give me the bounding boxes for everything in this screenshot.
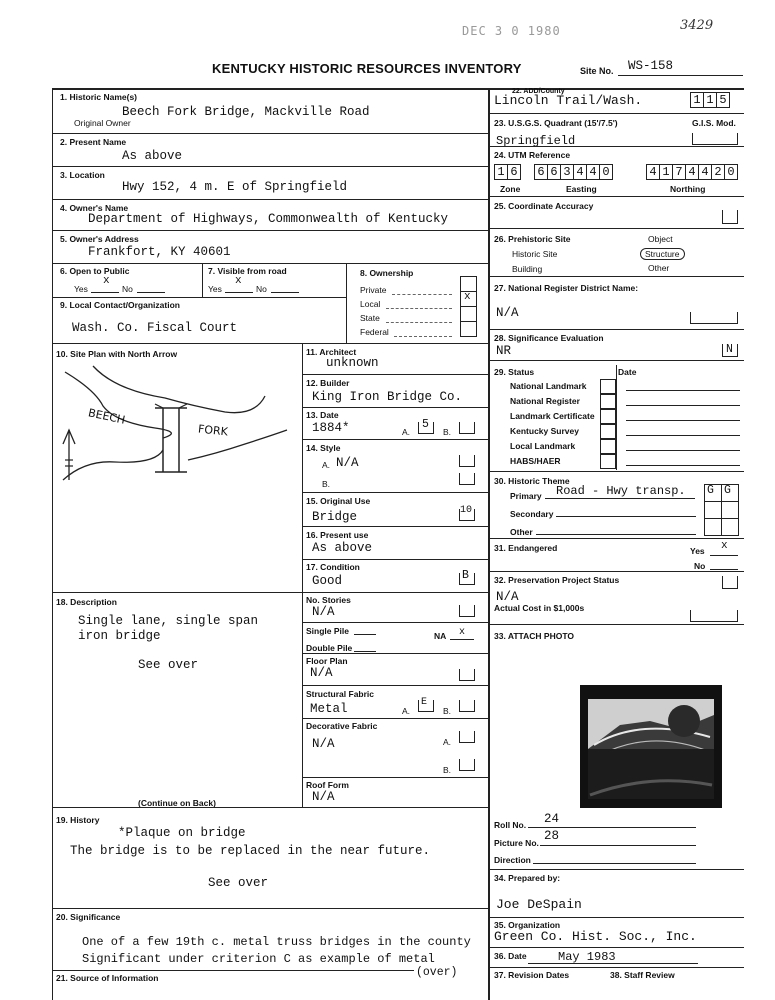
original-use[interactable]: Bridge — [312, 510, 358, 524]
attached-photo — [580, 685, 722, 808]
site-no-label: Site No. — [580, 66, 614, 76]
f24-label: 24. UTM Reference — [494, 150, 571, 160]
utm-digit: 1 — [659, 165, 672, 179]
status-box[interactable] — [600, 394, 616, 409]
f14-b: B. — [322, 479, 331, 489]
structural-b-box[interactable] — [459, 700, 475, 712]
status-kentucky-survey: Kentucky Survey — [510, 426, 579, 436]
utm-digit: 0 — [599, 165, 612, 179]
f7-mark[interactable]: x — [235, 275, 242, 287]
form-title: KENTUCKY HISTORIC RESOURCES INVENTORY — [212, 61, 522, 76]
f28-code: N — [726, 343, 733, 356]
f13-label: 13. Date — [306, 410, 339, 420]
add-code-digit: 1 — [690, 93, 703, 107]
status-habs-haer: HABS/HAER — [510, 456, 561, 466]
northing-label: Northing — [670, 184, 706, 194]
f21-label: 21. Source of Information — [56, 973, 159, 983]
decorative-label: Decorative Fabric — [306, 721, 378, 731]
direction-label: Direction — [494, 855, 531, 865]
f6-no: No — [122, 284, 133, 294]
decorative-b: B. — [443, 765, 452, 775]
structural-label: Structural Fabric — [306, 689, 375, 699]
f19-label: 19. History — [56, 815, 100, 825]
significance-over: (over) — [416, 966, 458, 979]
roll-no[interactable]: 24 — [544, 812, 560, 826]
f7-label: 7. Visible from road — [208, 266, 287, 276]
utm-digit: 6 — [534, 165, 547, 179]
object-label: Object — [648, 234, 673, 244]
utm-northing[interactable] — [646, 164, 738, 180]
owners-name[interactable]: Department of Highways, Commonwealth of Kentucky — [88, 212, 449, 226]
coordinate-box[interactable] — [722, 210, 738, 224]
f7-no: No — [256, 284, 267, 294]
status-box[interactable] — [600, 454, 616, 469]
decorative-b-box[interactable] — [459, 759, 475, 771]
f14-label: 14. Style — [306, 443, 341, 453]
na-mark[interactable]: x — [459, 627, 466, 638]
add-county-code[interactable] — [690, 92, 730, 108]
f16-label: 16. Present use — [306, 530, 369, 540]
roll-no-label: Roll No. — [494, 820, 527, 830]
condition[interactable]: Good — [312, 574, 343, 588]
local-contact[interactable]: Wash. Co. Fiscal Court — [72, 321, 238, 335]
theme-code-2: G — [724, 484, 731, 497]
history-line2[interactable]: The bridge is to be replaced in the near future. — [70, 844, 431, 858]
utm-zone[interactable] — [494, 164, 521, 180]
f13-b-box[interactable] — [459, 422, 475, 434]
f14-a: A. — [322, 460, 331, 470]
f37-label: 37. Revision Dates — [494, 970, 570, 980]
f1-label: 1. Historic Name(s) — [60, 92, 137, 102]
structural-b: B. — [443, 706, 452, 716]
roof-form-label: Roof Form — [306, 780, 349, 790]
f13-b: B. — [443, 427, 452, 437]
f36-label: 36. Date — [494, 951, 527, 961]
decorative-fabric[interactable]: N/A — [312, 737, 335, 751]
f7-yes: Yes — [208, 284, 222, 294]
usgs-quadrant[interactable]: Springfield — [496, 134, 576, 148]
actual-cost-label: Actual Cost in $1,000s — [494, 603, 585, 613]
ownership-box-federal[interactable] — [460, 321, 477, 337]
stories[interactable]: N/A — [312, 605, 335, 619]
theme-code-box[interactable] — [721, 501, 739, 519]
significance-line2[interactable]: Significant under criterion C as example of metal — [82, 952, 435, 966]
f22-label: 22. ADD/County — [512, 88, 565, 95]
architect[interactable]: unknown — [326, 356, 379, 370]
present-name[interactable]: As above — [122, 149, 183, 163]
f13-a: A. — [402, 427, 411, 437]
structural-fabric[interactable]: Metal — [310, 702, 348, 716]
f29-label: 29. Status — [494, 367, 535, 377]
handwritten-number: 3429 — [680, 18, 714, 33]
description-see-over: See over — [138, 658, 199, 672]
utm-digit: 4 — [685, 165, 698, 179]
district-code-box[interactable] — [690, 312, 738, 324]
utm-digit: 4 — [586, 165, 599, 179]
f26-label: 26. Prehistoric Site — [494, 234, 571, 244]
f29-date-label: Date — [618, 367, 637, 377]
status-local-landmark: Local Landmark — [510, 441, 576, 451]
site-no-value[interactable]: WS-158 — [628, 59, 674, 73]
description-line2[interactable]: iron bridge — [78, 629, 161, 643]
ownership-state: State — [360, 313, 380, 323]
status-box[interactable] — [600, 424, 616, 439]
endangered-no: No — [694, 561, 706, 571]
f31-label: 31. Endangered — [494, 543, 558, 553]
utm-digit: 0 — [724, 165, 737, 179]
preservation-status[interactable]: N/A — [496, 590, 519, 604]
f4-label: 4. Owner's Name — [60, 203, 129, 213]
floor-plan-box[interactable] — [459, 669, 475, 681]
stories-label: No. Stories — [306, 595, 351, 605]
present-use[interactable]: As above — [312, 541, 373, 555]
f28-label: 28. Significance Evaluation — [494, 333, 604, 343]
ownership-private: Private — [360, 285, 387, 295]
add-code-digit: 5 — [716, 93, 729, 107]
theme-code-box[interactable] — [704, 518, 722, 536]
location[interactable]: Hwy 152, 4 m. E of Springfield — [122, 180, 348, 194]
theme-code-box[interactable] — [721, 518, 739, 536]
utm-digit: 2 — [711, 165, 724, 179]
theme-code-1: G — [707, 484, 714, 497]
structural-code: E — [421, 697, 428, 708]
f2-label: 2. Present Name — [60, 137, 127, 147]
theme-code-box[interactable] — [704, 501, 722, 519]
site-plan-sketch — [55, 360, 300, 485]
f32-label: 32. Preservation Project Status — [494, 575, 620, 585]
utm-digit: 6 — [547, 165, 560, 179]
frame-left — [52, 88, 53, 1000]
double-pile-label: Double Pile — [306, 643, 353, 653]
owners-address[interactable]: Frankfort, KY 40601 — [88, 245, 231, 259]
f12-label: 12. Builder — [306, 378, 350, 388]
f17-label: 17. Condition — [306, 562, 360, 572]
zone-label: Zone — [500, 184, 521, 194]
status-box[interactable] — [600, 379, 616, 394]
floor-plan-label: Floor Plan — [306, 656, 348, 666]
style-value[interactable]: N/A — [336, 456, 359, 470]
prepared-by[interactable]: Joe DeSpain — [496, 897, 582, 912]
building-label: Building — [512, 264, 543, 274]
f17-code: B — [462, 569, 469, 582]
f14-b-box[interactable] — [459, 473, 475, 485]
date-prepared[interactable]: May 1983 — [558, 950, 616, 964]
f15-label: 15. Original Use — [306, 496, 371, 506]
decorative-a-box[interactable] — [459, 731, 475, 743]
structural-a: A. — [402, 706, 411, 716]
f6-yes: Yes — [74, 284, 88, 294]
f11-label: 11. Architect — [306, 347, 357, 357]
column-divider — [488, 88, 490, 1000]
f3-label: 3. Location — [60, 170, 105, 180]
f38-label: 38. Staff Review — [610, 970, 675, 980]
floor-plan[interactable]: N/A — [310, 666, 333, 680]
f35-label: 35. Organization — [494, 920, 561, 930]
preservation-box[interactable] — [722, 576, 738, 589]
sketch-label-beech: BEECH — [87, 406, 127, 427]
add-county[interactable]: Lincoln Trail/Wash. — [494, 93, 643, 108]
f33-label: 33. ATTACH PHOTO — [494, 631, 574, 641]
structure-label[interactable]: Structure — [640, 248, 685, 260]
f34-label: 34. Prepared by: — [494, 873, 561, 883]
history-see-over: See over — [208, 876, 269, 890]
f6-label: 6. Open to Public — [60, 266, 130, 276]
other-label: Other — [648, 263, 670, 273]
gis-label: G.I.S. Mod. — [692, 118, 736, 128]
f13-code: 5 — [422, 418, 429, 431]
f10-label: 10. Site Plan with North Arrow — [56, 349, 178, 359]
utm-digit: 3 — [560, 165, 573, 179]
utm-digit: 7 — [672, 165, 685, 179]
secondary-label: Secondary — [510, 509, 554, 519]
status-national-register: National Register — [510, 396, 580, 406]
endangered-yes: Yes — [690, 546, 705, 556]
f9-label: 9. Local Contact/Organization — [60, 300, 180, 310]
frame-top — [52, 88, 744, 90]
cost-box[interactable] — [690, 610, 738, 622]
sketch-label-fork: FORK — [197, 422, 229, 439]
roof-form[interactable]: N/A — [312, 790, 335, 804]
ownership-federal: Federal — [360, 327, 389, 337]
na-label: NA — [434, 631, 447, 641]
add-code-digit: 1 — [703, 93, 716, 107]
utm-easting[interactable] — [534, 164, 613, 180]
f14-a-box[interactable] — [459, 455, 475, 467]
national-register-district[interactable]: N/A — [496, 306, 519, 320]
continue-on-back: (Continue on Back) — [138, 798, 216, 808]
f18-label: 18. Description — [56, 597, 117, 607]
ownership-box-state[interactable] — [460, 306, 477, 322]
original-owner-label: Original Owner — [74, 118, 131, 128]
f15-code: 10 — [460, 505, 473, 516]
f20-label: 20. Significance — [56, 912, 121, 922]
theme-other-label: Other — [510, 527, 533, 537]
f30-label: 30. Historic Theme — [494, 476, 570, 486]
significance-line1[interactable]: One of a few 19th c. metal truss bridges in the county — [82, 935, 471, 949]
history-line1[interactable]: *Plaque on bridge — [118, 826, 246, 840]
utm-digit: 4 — [646, 165, 659, 179]
historic-site-label: Historic Site — [512, 249, 558, 259]
ownership-local-mark: x — [464, 291, 471, 303]
endangered-mark[interactable]: x — [721, 540, 728, 552]
historic-name[interactable]: Beech Fork Bridge, Mackville Road — [122, 105, 370, 119]
easting-label: Easting — [566, 184, 597, 194]
utm-digit: 4 — [698, 165, 711, 179]
ownership-local: Local — [360, 299, 381, 309]
received-date-stamp: DEC 3 0 1980 — [462, 24, 561, 38]
ownership-box-private[interactable] — [460, 276, 477, 292]
description-line1[interactable]: Single lane, single span — [78, 614, 259, 628]
gis-box[interactable] — [692, 133, 738, 145]
utm-digit: 6 — [507, 165, 520, 179]
significance-eval[interactable]: NR — [496, 344, 512, 358]
f25-label: 25. Coordinate Accuracy — [494, 201, 594, 211]
picture-no[interactable]: 28 — [544, 829, 560, 843]
single-pile-label: Single Pile — [306, 626, 349, 636]
stories-box[interactable] — [459, 605, 475, 617]
date-built[interactable]: 1884* — [312, 421, 350, 435]
f8-label: 8. Ownership — [360, 268, 414, 278]
builder[interactable]: King Iron Bridge Co. — [312, 390, 463, 404]
primary-label: Primary — [510, 491, 542, 501]
status-box[interactable] — [600, 409, 616, 424]
status-national-landmark: National Landmark — [510, 381, 587, 391]
status-box[interactable] — [600, 439, 616, 454]
status-landmark-certificate: Landmark Certificate — [510, 411, 595, 421]
utm-digit: 4 — [573, 165, 586, 179]
utm-digit: 1 — [494, 165, 507, 179]
f6-mark[interactable]: x — [103, 275, 110, 287]
picture-no-label: Picture No. — [494, 838, 539, 848]
primary-theme[interactable]: Road - Hwy transp. — [556, 484, 686, 498]
f27-label: 27. National Register District Name: — [494, 283, 639, 293]
organization[interactable]: Green Co. Hist. Soc., Inc. — [494, 929, 697, 944]
f5-label: 5. Owner's Address — [60, 234, 139, 244]
decorative-a: A. — [443, 737, 452, 747]
f23-label: 23. U.S.G.S. Quadrant (15'/7.5') — [494, 118, 618, 128]
